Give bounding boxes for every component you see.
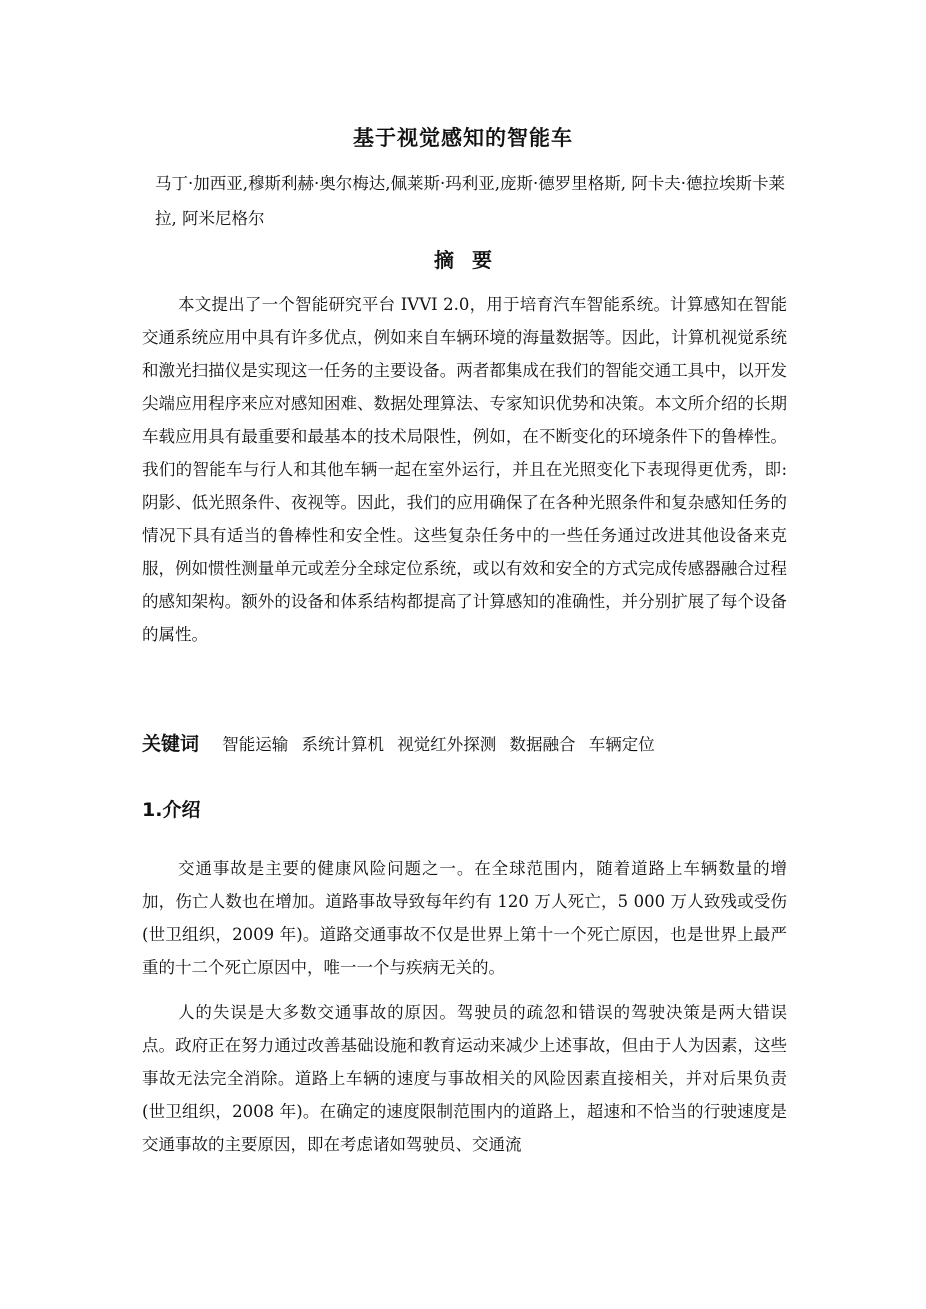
body-paragraph: 交通事故是主要的健康风险问题之一。在全球范围内，随着道路上车辆数量的增加，伤亡人数也在增加。道路事故导致每年约有 120 万人死亡，5 000 万人致残或受伤(世卫组织，2009 年)。道路交通事故不仅是世界上第十一个死亡原因，也是世界上最严重的十二个死亡原因中，唯一一个与疾病无关的。 [142, 859, 787, 977]
keyword: 数据融合 [509, 735, 576, 754]
body-paragraph: 人的失误是大多数交通事故的原因。驾驶员的疏忽和错误的驾驶决策是两大错误点。政府正在努力通过改善基础设施和教育运动来减少上述事故，但由于人为因素，这些事故无法完全消除。道路上车辆的速度与事故相关的风险因素直接相关，并对后果负责(世卫组织，2008 年)。在确定的速度限制范围内的道路上，超速和不恰当的行驶速度是交通事故的主要原因，即在考虑诸如驾驶员、交通流 [142, 1003, 787, 1154]
keyword: 车辆定位 [588, 735, 655, 754]
keyword: 系统计算机 [301, 735, 385, 754]
keywords-line [142, 728, 787, 761]
keyword: 视觉红外探测 [397, 735, 497, 754]
abstract-heading: 摘要 [434, 248, 510, 272]
author-list: 马丁·加西亚,穆斯利赫·奥尔梅达,佩莱斯·玛利亚,庞斯·德罗里格斯, 阿卡夫·德拉埃斯卡莱拉, 阿米尼格尔 [155, 174, 785, 228]
keywords-label: 关键词 [142, 733, 200, 755]
paper-title: 基于视觉感知的智能车 [353, 126, 573, 150]
abstract-text: 本文提出了一个智能研究平台 IVVI 2.0，用于培育汽车智能系统。计算感知在智能交通系统应用中具有许多优点，例如来自车辆环境的海量数据等。因此，计算机视觉系统和激光扫描仪是实现这一任务的主要设备。两者都集成在我们的智能交通工具中，以开发尖端应用程序来应对感知困难、数据处理算法、专家知识优势和决策。本文所介绍的长期车载应用具有最重要和最基本的技术局限性，例如，在不断变化的环境条件下的鲁棒性。我们的智能车与行人和其他车辆一起在室外运行，并且在光照变化下表现得更优秀，即:阴影、低光照条件、夜视等。因此，我们的应用确保了在各种光照条件和复杂感知任务的情况下具有适当的鲁棒性和安全性。这些复杂任务中的一些任务通过改进其他设备来克服，例如惯性测量单元或差分全球定位系统，或以有效和安全的方式完成传感器融合过程的感知架构。额外的设备和体系结构都提高了计算感知的准确性，并分别扩展了每个设备的属性。 [142, 295, 787, 644]
section-heading-introduction: 1.介绍 [142, 799, 201, 821]
keyword: 智能运输 [222, 735, 289, 754]
